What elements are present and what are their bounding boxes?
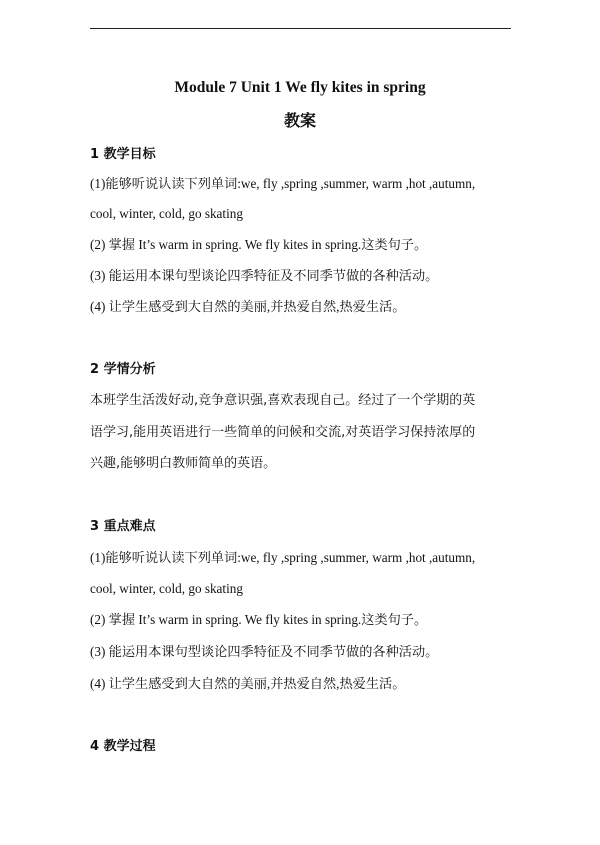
section-heading-key-points: 3 重点难点	[90, 519, 156, 534]
document-subtitle: 教案	[283, 111, 316, 130]
key-points-line-1: (1)能够听说认读下列单词:we, fly ,spring ,summer, warm ,hot ,autumn,	[90, 550, 476, 565]
analysis-line-2: 语学习,能用英语进行一些简单的问候和交流,对英语学习保持浓厚的	[90, 425, 476, 440]
section-heading-analysis: 2 学情分析	[90, 362, 156, 377]
key-points-line-4: (3) 能运用本课句型谈论四季特征及不同季节做的各种活动。	[90, 644, 439, 659]
section-heading-objectives: 1 教学目标	[90, 147, 156, 162]
analysis-line-3: 兴趣,能够明白教师简单的英语。	[90, 456, 277, 471]
key-points-line-5: (4) 让学生感受到大自然的美丽,并热爱自然,热爱生活。	[90, 676, 406, 691]
document-title: Module 7 Unit 1 We fly kites in spring	[174, 79, 426, 96]
objectives-line-1: (1)能够听说认读下列单词:we, fly ,spring ,summer, warm ,hot ,autumn,	[90, 176, 476, 191]
section-heading-process: 4 教学过程	[90, 739, 156, 754]
objectives-line-4: (3) 能运用本课句型谈论四季特征及不同季节做的各种活动。	[90, 268, 439, 283]
key-points-line-3: (2) 掌握 It’s warm in spring. We fly kites in spring.这类句子。	[90, 612, 428, 627]
objectives-line-2: cool, winter, cold, go skating	[90, 206, 243, 221]
objectives-line-5: (4) 让学生感受到大自然的美丽,并热爱自然,热爱生活。	[90, 299, 406, 314]
analysis-line-1: 本班学生活泼好动,竞争意识强,喜欢表现自己。经过了一个学期的英	[90, 393, 476, 408]
objectives-line-3: (2) 掌握 It’s warm in spring. We fly kites in spring.这类句子。	[90, 237, 428, 252]
key-points-line-2: cool, winter, cold, go skating	[90, 581, 243, 596]
header-rule	[90, 28, 511, 29]
